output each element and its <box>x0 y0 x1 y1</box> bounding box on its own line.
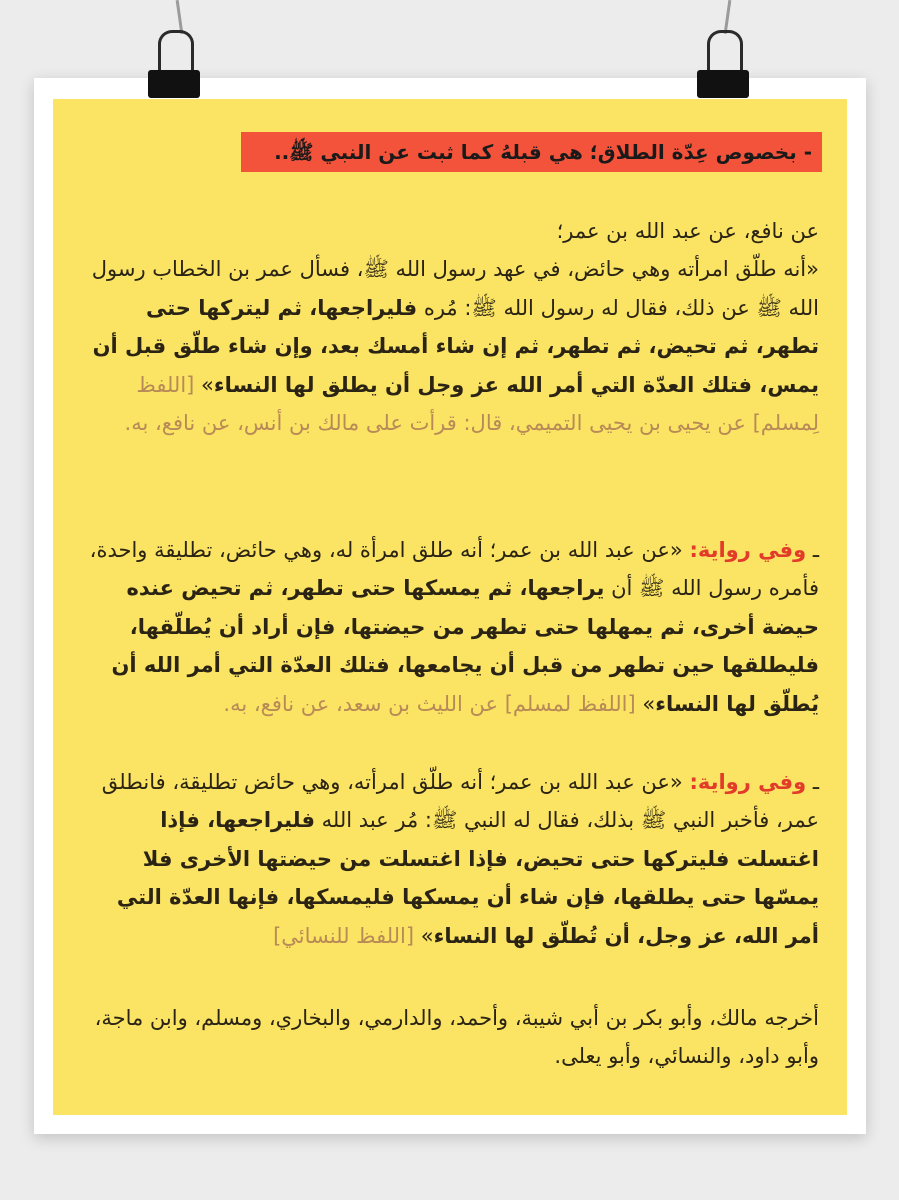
hadith2-source: [اللفظ لمسلم] عن الليث بن سعد، عن نافع، به. <box>223 691 643 716</box>
hadith1-source: [اللفظ لِمسلم] عن يحيى بن يحيى التميمي، قال: قرأت على مالك بن أنس، عن نافع، به. <box>124 372 819 436</box>
hadith1-quote-end: » <box>201 372 214 397</box>
page-title: - بخصوص عِدّة الطلاق؛ هي قبلهُ كما ثبت عن النبي ﷺ.. <box>241 132 822 172</box>
hadith-block-3 <box>77 763 819 955</box>
hadith3-text: «عن عبد الله بن عمر؛ أنه طلّق امرأته، وهي حائض تطليقة، فانطلق عمر، فأخبر النبي ﷺ بذلك، فقال له النبي ﷺ: مُر عبد الله <box>101 770 819 833</box>
hanging-wire-right <box>724 0 732 34</box>
hadith2-quote-end: » <box>642 691 656 716</box>
hadith2-bold-text: يراجعها، ثم يمسكها حتى تطهر، ثم تحيض عنده حيضة أخرى، ثم يمهلها حتى تطهر من حيضتها، فإن أراد أن يُطلّقها، فليطلقها حين تطهر من قبل أن يجامعها، فتلك العدّة التي أمر الله أن يُطلّق لها النساء <box>111 576 819 716</box>
footer-sources: أخرجه مالك، وأبو بكر بن أبي شيبة، وأحمد، والدارمي، والبخاري، ومسلم، وابن ماجة، وأبو داود، والنسائي، وأبو يعلى. <box>94 1006 819 1069</box>
content-panel <box>53 99 847 1115</box>
hadith3-label: وفي رواية: <box>689 770 807 794</box>
hadith2-label: وفي رواية: <box>689 538 807 562</box>
hadith-block-2 <box>77 531 819 723</box>
hadith3-bold-text: فليراجعها، فإذا اغتسلت فليتركها حتى تحيض، فإذا اغتسلت من حيضتها الأخرى فلا يمسّها حتى يطلقها، فإن شاء أن يمسكها فليمسكها، فإنها العدّة التي أمر الله، عز وجل، أن تُطلّق لها النساء <box>116 808 819 948</box>
hadith1-text: «أنه طلّق امرأته وهي حائض، في عهد رسول الله ﷺ، فسأل عمر بن الخطاب رسول الله ﷺ عن ذلك، فقال له رسول الله ﷺ: مُره <box>91 257 819 320</box>
hadith1-bold-text: فليراجعها، ثم ليتركها حتى تطهر، ثم تحيض، ثم تطهر، ثم إن شاء أمسك بعد، وإن شاء طلّق قبل أن يمس، فتلك العدّة التي أمر الله عز وجل أن يطلق لها النساء <box>92 295 819 397</box>
hanging-wire-left <box>176 0 184 34</box>
hadith1-intro: عن نافع، عن عبد الله بن عمر؛ <box>556 219 819 243</box>
hadith3-quote-end: » <box>420 923 434 948</box>
hadith-block-1 <box>77 212 819 443</box>
hadith2-text: «عن عبد الله بن عمر؛ أنه طلق امرأة له، وهي حائض، تطليقة واحدة، فأمره رسول الله ﷺ أن <box>89 538 819 601</box>
binder-clip-right <box>697 30 749 98</box>
hadith2-lead: ـ <box>806 538 819 562</box>
binder-clip-left <box>148 30 200 98</box>
hadith3-lead: ـ <box>806 770 819 794</box>
hadith3-source: [اللفظ للنسائي] <box>273 923 421 948</box>
